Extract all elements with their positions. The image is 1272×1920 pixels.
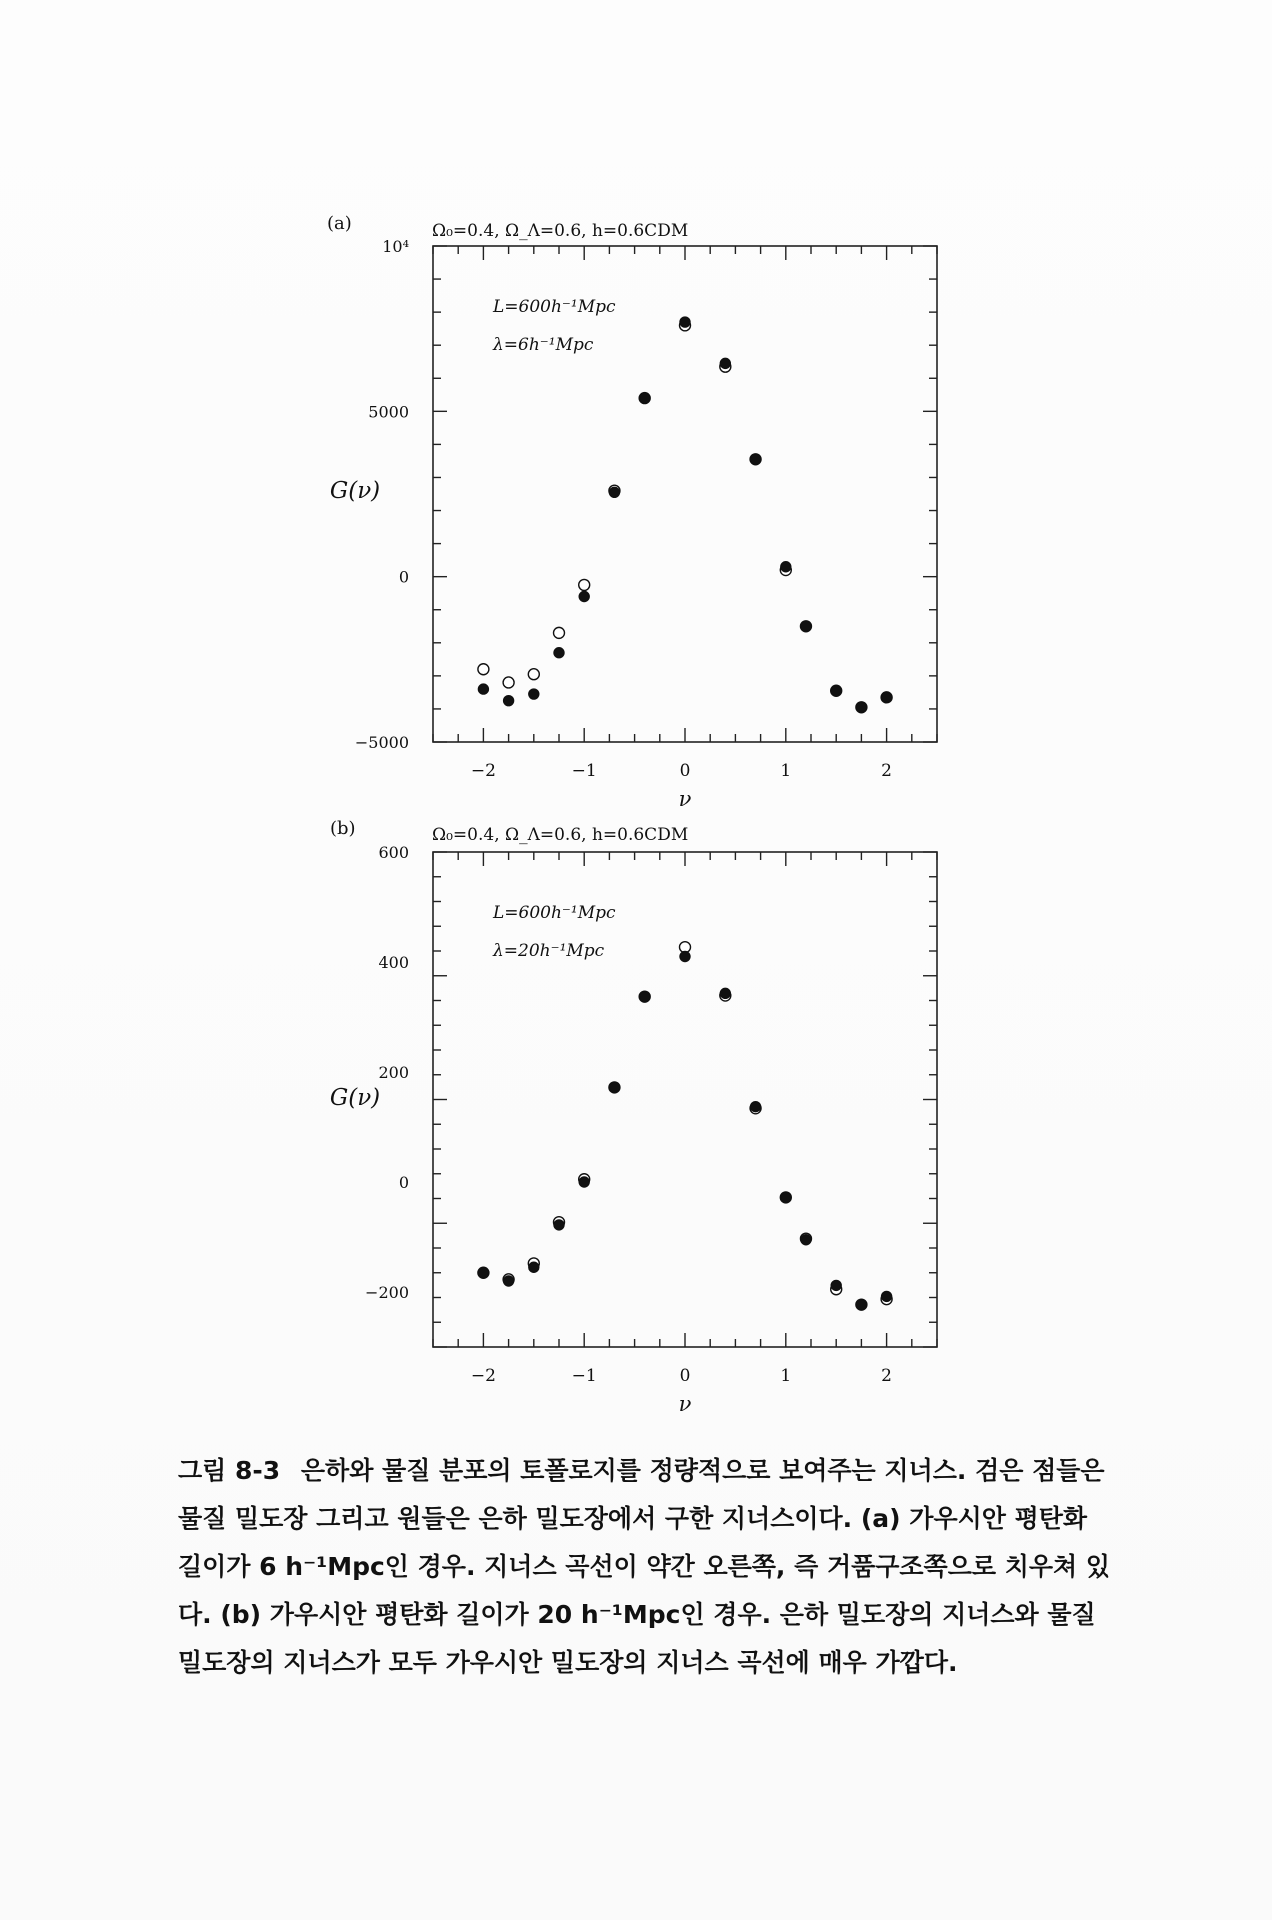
- y-tick-label: 200: [378, 1063, 409, 1082]
- annotation-box-size: L=600h⁻¹Mpc: [493, 297, 616, 317]
- panel-title: Ω₀=0.4, Ω_Λ=0.6, h=0.6CDM: [432, 825, 689, 845]
- panel-label: (a): [327, 213, 352, 234]
- x-tick-label: −2: [470, 761, 496, 781]
- x-axis-label: ν: [678, 787, 692, 811]
- x-tick-label: 2: [881, 1366, 893, 1386]
- x-tick-label: −1: [571, 1366, 597, 1386]
- annotation-box-size: L=600h⁻¹Mpc: [493, 903, 616, 923]
- filled-point: [781, 1192, 791, 1202]
- filled-point: [554, 648, 564, 658]
- filled-point: [529, 1262, 539, 1272]
- filled-point: [609, 1082, 619, 1092]
- x-tick-label: 0: [679, 1366, 691, 1386]
- filled-point: [680, 317, 690, 327]
- filled-point: [503, 695, 513, 705]
- y-axis-label: G(ν): [329, 478, 381, 504]
- open-point: [528, 669, 539, 680]
- y-tick-label: −5000: [354, 733, 409, 752]
- filled-point: [831, 686, 841, 696]
- filled-point: [750, 1101, 760, 1111]
- filled-point: [503, 1276, 513, 1286]
- chart-panel-b: [330, 818, 937, 1416]
- y-tick-label: 600: [378, 843, 409, 862]
- y-tick-label: −200: [365, 1283, 409, 1302]
- filled-point: [579, 1177, 589, 1187]
- y-tick-label: 0: [398, 567, 409, 587]
- filled-point: [720, 358, 730, 368]
- caption-text: 은하와 물질 분포의 토폴로지를 정량적으로 보여주는 지너스. 검은 점들은 물질 밀도장 그리고 원들은 은하 밀도장에서 구한 지너스이다. (a) 가우시안 평탄화 길이가 6 h⁻¹Mpc인 경우. 지너스 곡선이 약간 오른쪽, 즉 거품구조쪽으로 치우쳐 있다. (b) 가우시안 평탄화 길이가 20 h⁻¹Mpc인 경우. 은하 밀도장의 지너스와 물질 밀도장의 지너스가 모두 가우시안 밀도장의 지너스 곡선에 매우 가깝다.: [178, 1456, 1111, 1677]
- x-axis-label: ν: [678, 1392, 692, 1416]
- filled-point: [856, 702, 866, 712]
- filled-point: [680, 951, 690, 961]
- filled-point: [720, 988, 730, 998]
- x-tick-label: −2: [470, 1366, 496, 1386]
- open-point: [478, 664, 489, 675]
- y-axis-label: G(ν): [329, 1085, 381, 1111]
- filled-point: [478, 1268, 488, 1278]
- open-point: [503, 677, 514, 688]
- caption-label: 그림 8-3: [178, 1456, 281, 1485]
- filled-point: [801, 621, 811, 631]
- plot-frame: [433, 852, 937, 1347]
- filled-point: [529, 689, 539, 699]
- filled-point: [579, 591, 589, 601]
- filled-point: [801, 1235, 811, 1245]
- filled-point: [639, 393, 649, 403]
- filled-point: [750, 454, 760, 464]
- y-tick-label: 5000: [368, 402, 409, 422]
- y-tick-label: 0: [398, 1173, 409, 1192]
- filled-point: [881, 692, 891, 702]
- filled-point: [856, 1299, 866, 1309]
- panel-title: Ω₀=0.4, Ω_Λ=0.6, h=0.6CDM: [432, 221, 689, 241]
- x-tick-label: −1: [571, 761, 597, 781]
- x-tick-label: 1: [780, 761, 792, 781]
- open-point: [554, 627, 565, 638]
- panel-label: (b): [330, 818, 356, 839]
- y-tick-label: 400: [378, 953, 409, 972]
- filled-point: [554, 1220, 564, 1230]
- annotation-smoothing-length: λ=6h⁻¹Mpc: [493, 335, 594, 355]
- filled-point: [781, 562, 791, 572]
- figure-caption: [178, 1447, 1118, 1687]
- x-tick-label: 2: [881, 761, 893, 781]
- filled-point: [478, 684, 488, 694]
- chart-panel-a: [327, 213, 937, 811]
- filled-point: [881, 1291, 891, 1301]
- filled-point: [831, 1280, 841, 1290]
- x-tick-label: 0: [679, 761, 691, 781]
- filled-point: [609, 487, 619, 497]
- y-tick-label: 10⁴: [382, 237, 409, 256]
- open-point: [579, 579, 590, 590]
- x-tick-label: 1: [780, 1366, 792, 1386]
- filled-point: [639, 991, 649, 1001]
- annotation-smoothing-length: λ=20h⁻¹Mpc: [493, 941, 605, 961]
